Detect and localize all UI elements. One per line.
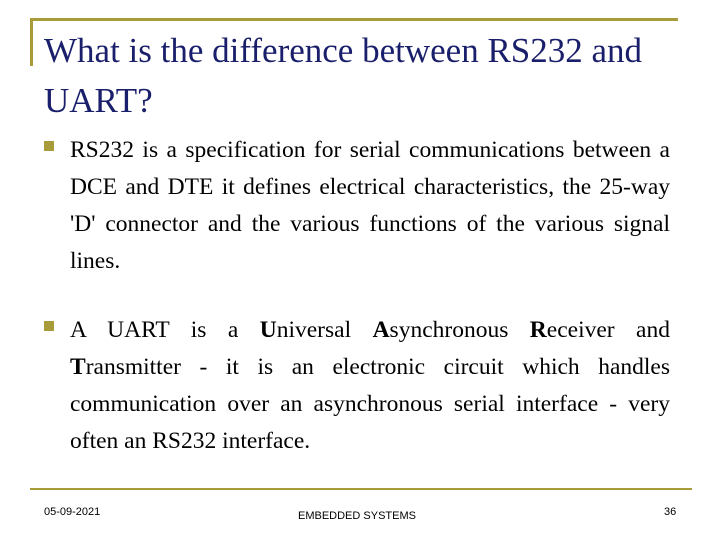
square-bullet-icon [44, 141, 54, 151]
bold-initial: U [259, 317, 277, 343]
bold-initial: R [529, 317, 547, 343]
title-frame-left-line [30, 18, 33, 66]
text-segment: A UART is a [70, 317, 260, 343]
bold-initial: T [70, 354, 86, 380]
footer-divider [30, 488, 692, 490]
bold-initial: A [372, 317, 390, 343]
footer-title: EMBEDDED SYSTEMS [298, 510, 416, 522]
text-segment: eceiver and [546, 317, 670, 343]
bullet-text [70, 312, 670, 460]
page-number: 36 [664, 506, 677, 518]
title-frame-top-line [30, 18, 678, 21]
bullet-text [70, 132, 670, 280]
text-segment: synchronous [389, 317, 530, 343]
square-bullet-icon [44, 321, 54, 331]
text-segment: ransmitter - it is an electronic circuit which handles communication over an asynchronous serial interface - very often an RS232 interface. [70, 354, 670, 454]
footer-date: 05-09-2021 [44, 506, 101, 518]
text-segment: RS232 is a specification for serial communications between a DCE and DTE it defines electrical characteristics, the 25-way 'D' connector and the various functions of the various signal lines. [70, 137, 670, 274]
text-segment: niversal [276, 317, 373, 343]
slide-title: What is the difference between RS232 and UART? [44, 31, 643, 120]
